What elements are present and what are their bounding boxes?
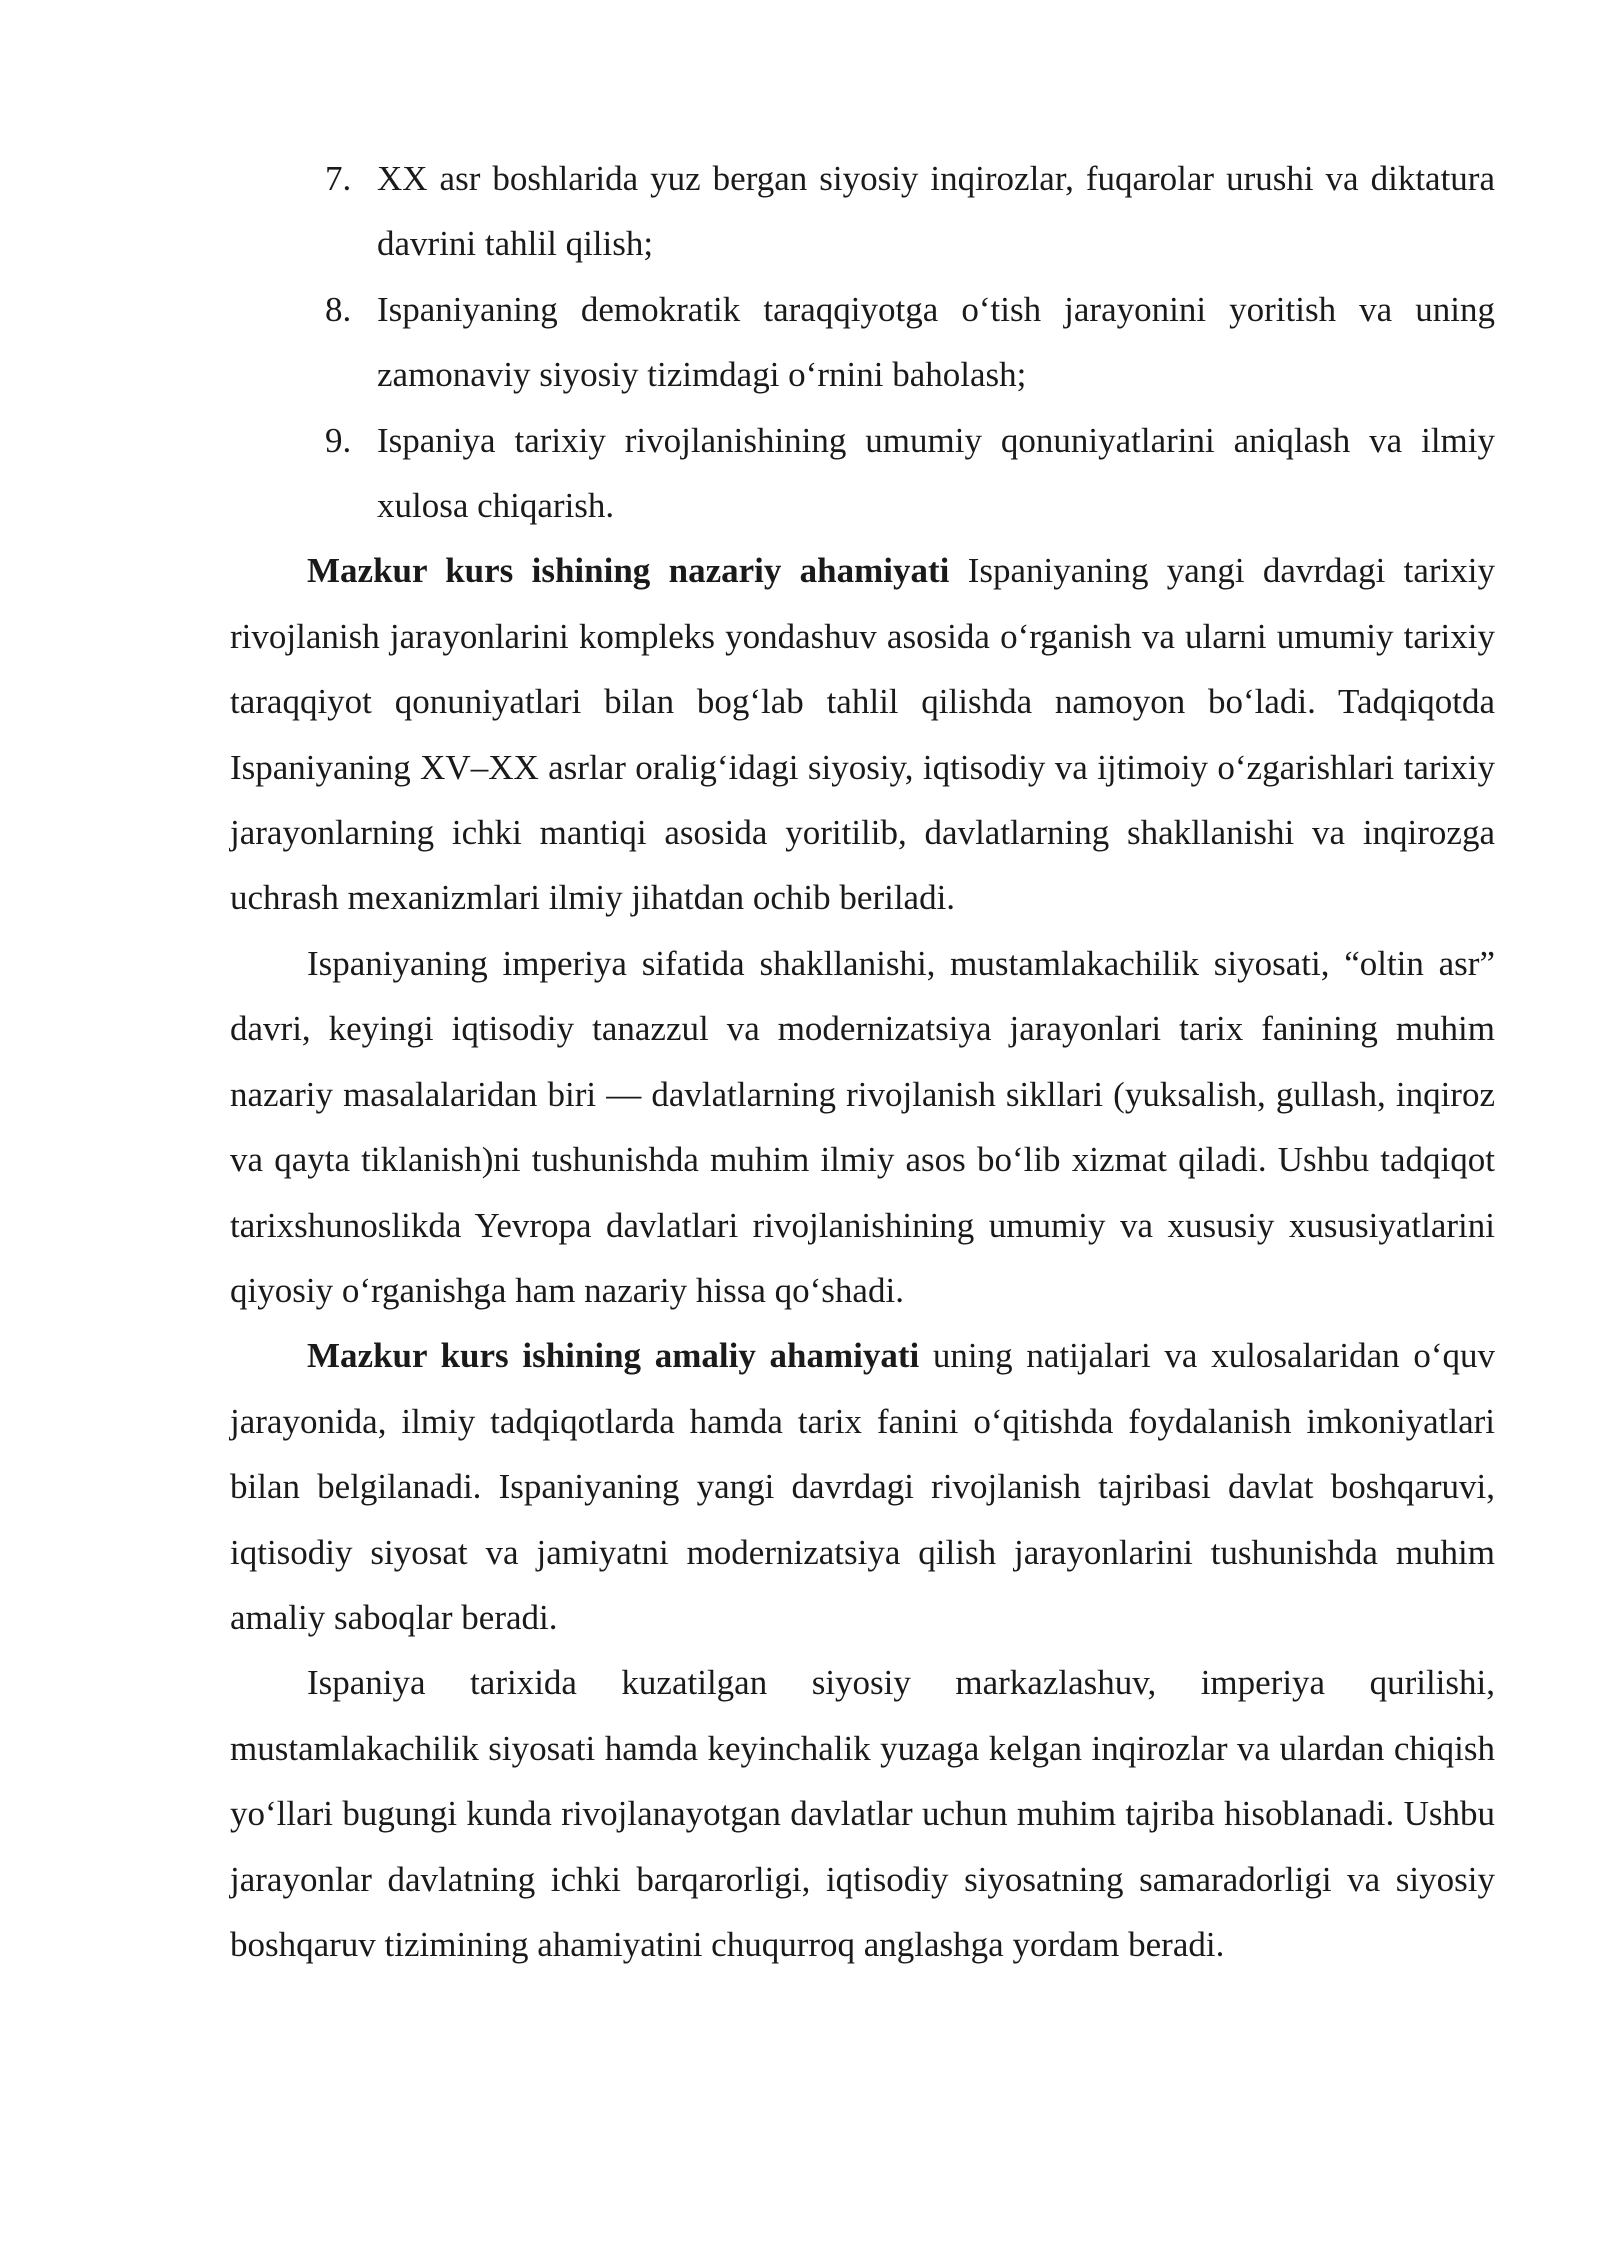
paragraph-text: Ispaniyaning imperiya sifatida shakllanishi, mustamlakachilik siyosati, “oltin asr” davri, keyingi iqtisodiy tanazzul va modernizatsiya jarayonlari tarix fanining muhim nazariy masalalaridan biri — davlatlarning rivojlanish sikllari (yuksalish, gullash, inqiroz va qayta tiklanish)ni tushunishda muhim ilmiy asos bo‘lib xizmat qiladi. Ushbu tadqiqot tarixshunoslikda Yevropa davlatlari rivojlanishining umumiy va xususiy xususiyatlarini qiyosiy o‘rganishga ham nazariy hissa qo‘shadi. — [230, 943, 1495, 1310]
list-item-number: 7. — [325, 159, 352, 198]
list-item-number: 9. — [325, 420, 352, 460]
paragraph-practical-significance — [230, 1323, 1495, 1650]
paragraph-bold-lead: Mazkur kurs ishining nazariy ahamiyati — [307, 551, 950, 591]
list-item — [230, 408, 1495, 539]
paragraph-bold-lead: Mazkur kurs ishining amaliy ahamiyati — [307, 1336, 920, 1376]
goals-list — [230, 146, 1495, 538]
document-page — [230, 146, 1495, 1977]
paragraph-text: uning natijalari va xulosalaridan o‘quv jarayonida, ilmiy tadqiqotlarda hamda tarix fanini o‘qitishda foydalanish imkoniyatlari bilan belgilanadi. Ispaniyaning yangi davrdagi rivojlanish tajribasi davlat boshqaruvi, iqtisodiy siyosat va jamiyatni modernizatsiya qilish jarayonlarini tushunishda muhim amaliy saboqlar beradi. — [230, 1336, 1495, 1637]
list-item-text: XX asr boshlarida yuz bergan siyosiy inqirozlar, fuqarolar urushi va diktatura davrini tahlil qilish; — [377, 159, 1495, 264]
paragraph-empire-formation — [230, 931, 1495, 1323]
list-item — [230, 277, 1495, 408]
list-item-text: Ispaniya tarixiy rivojlanishining umumiy qonuniyatlarini aniqlash va ilmiy xulosa chiqarish. — [377, 420, 1495, 526]
paragraph-text: Ispaniyaning yangi davrdagi tarixiy rivojlanish jarayonlarini kompleks yondashuv asosida o‘rganish va ularni umumiy tarixiy taraqqiyot qonuniyatlari bilan bog‘lab tahlil qilishda namoyon bo‘ladi. Tadqiqotda Ispaniyaning XV–XX asrlar oralig‘idagi siyosiy, iqtisodiy va ijtimoiy o‘zgarishlari tarixiy jarayonlarning ichki mantiqi asosida yoritilib, davlatlarning shakllanishi va inqirozga uchrash mexanizmlari ilmiy jihatdan ochib beriladi. — [230, 551, 1495, 918]
paragraph-theoretical-significance — [230, 538, 1495, 930]
list-item-number: 8. — [325, 289, 352, 329]
list-item-text: Ispaniyaning demokratik taraqqiyotga o‘tish jarayonini yoritish va uning zamonaviy siyosiy tizimdagi o‘rnini baholash; — [377, 289, 1495, 395]
paragraph-historical-experience — [230, 1650, 1495, 1977]
paragraph-text: Ispaniya tarixida kuzatilgan siyosiy markazlashuv, imperiya qurilishi, mustamlakachilik siyosati hamda keyinchalik yuzaga kelgan inqirozlar va ulardan chiqish yo‘llari bugungi kunda rivojlanayotgan davlatlar uchun muhim tajriba hisoblanadi. Ushbu jarayonlar davlatning ichki barqarorligi, iqtisodiy siyosatning samaradorligi va siyosiy boshqaruv tizimining ahamiyatini chuqurroq anglashga yordam beradi. — [230, 1663, 1495, 1964]
list-item — [230, 146, 1495, 277]
